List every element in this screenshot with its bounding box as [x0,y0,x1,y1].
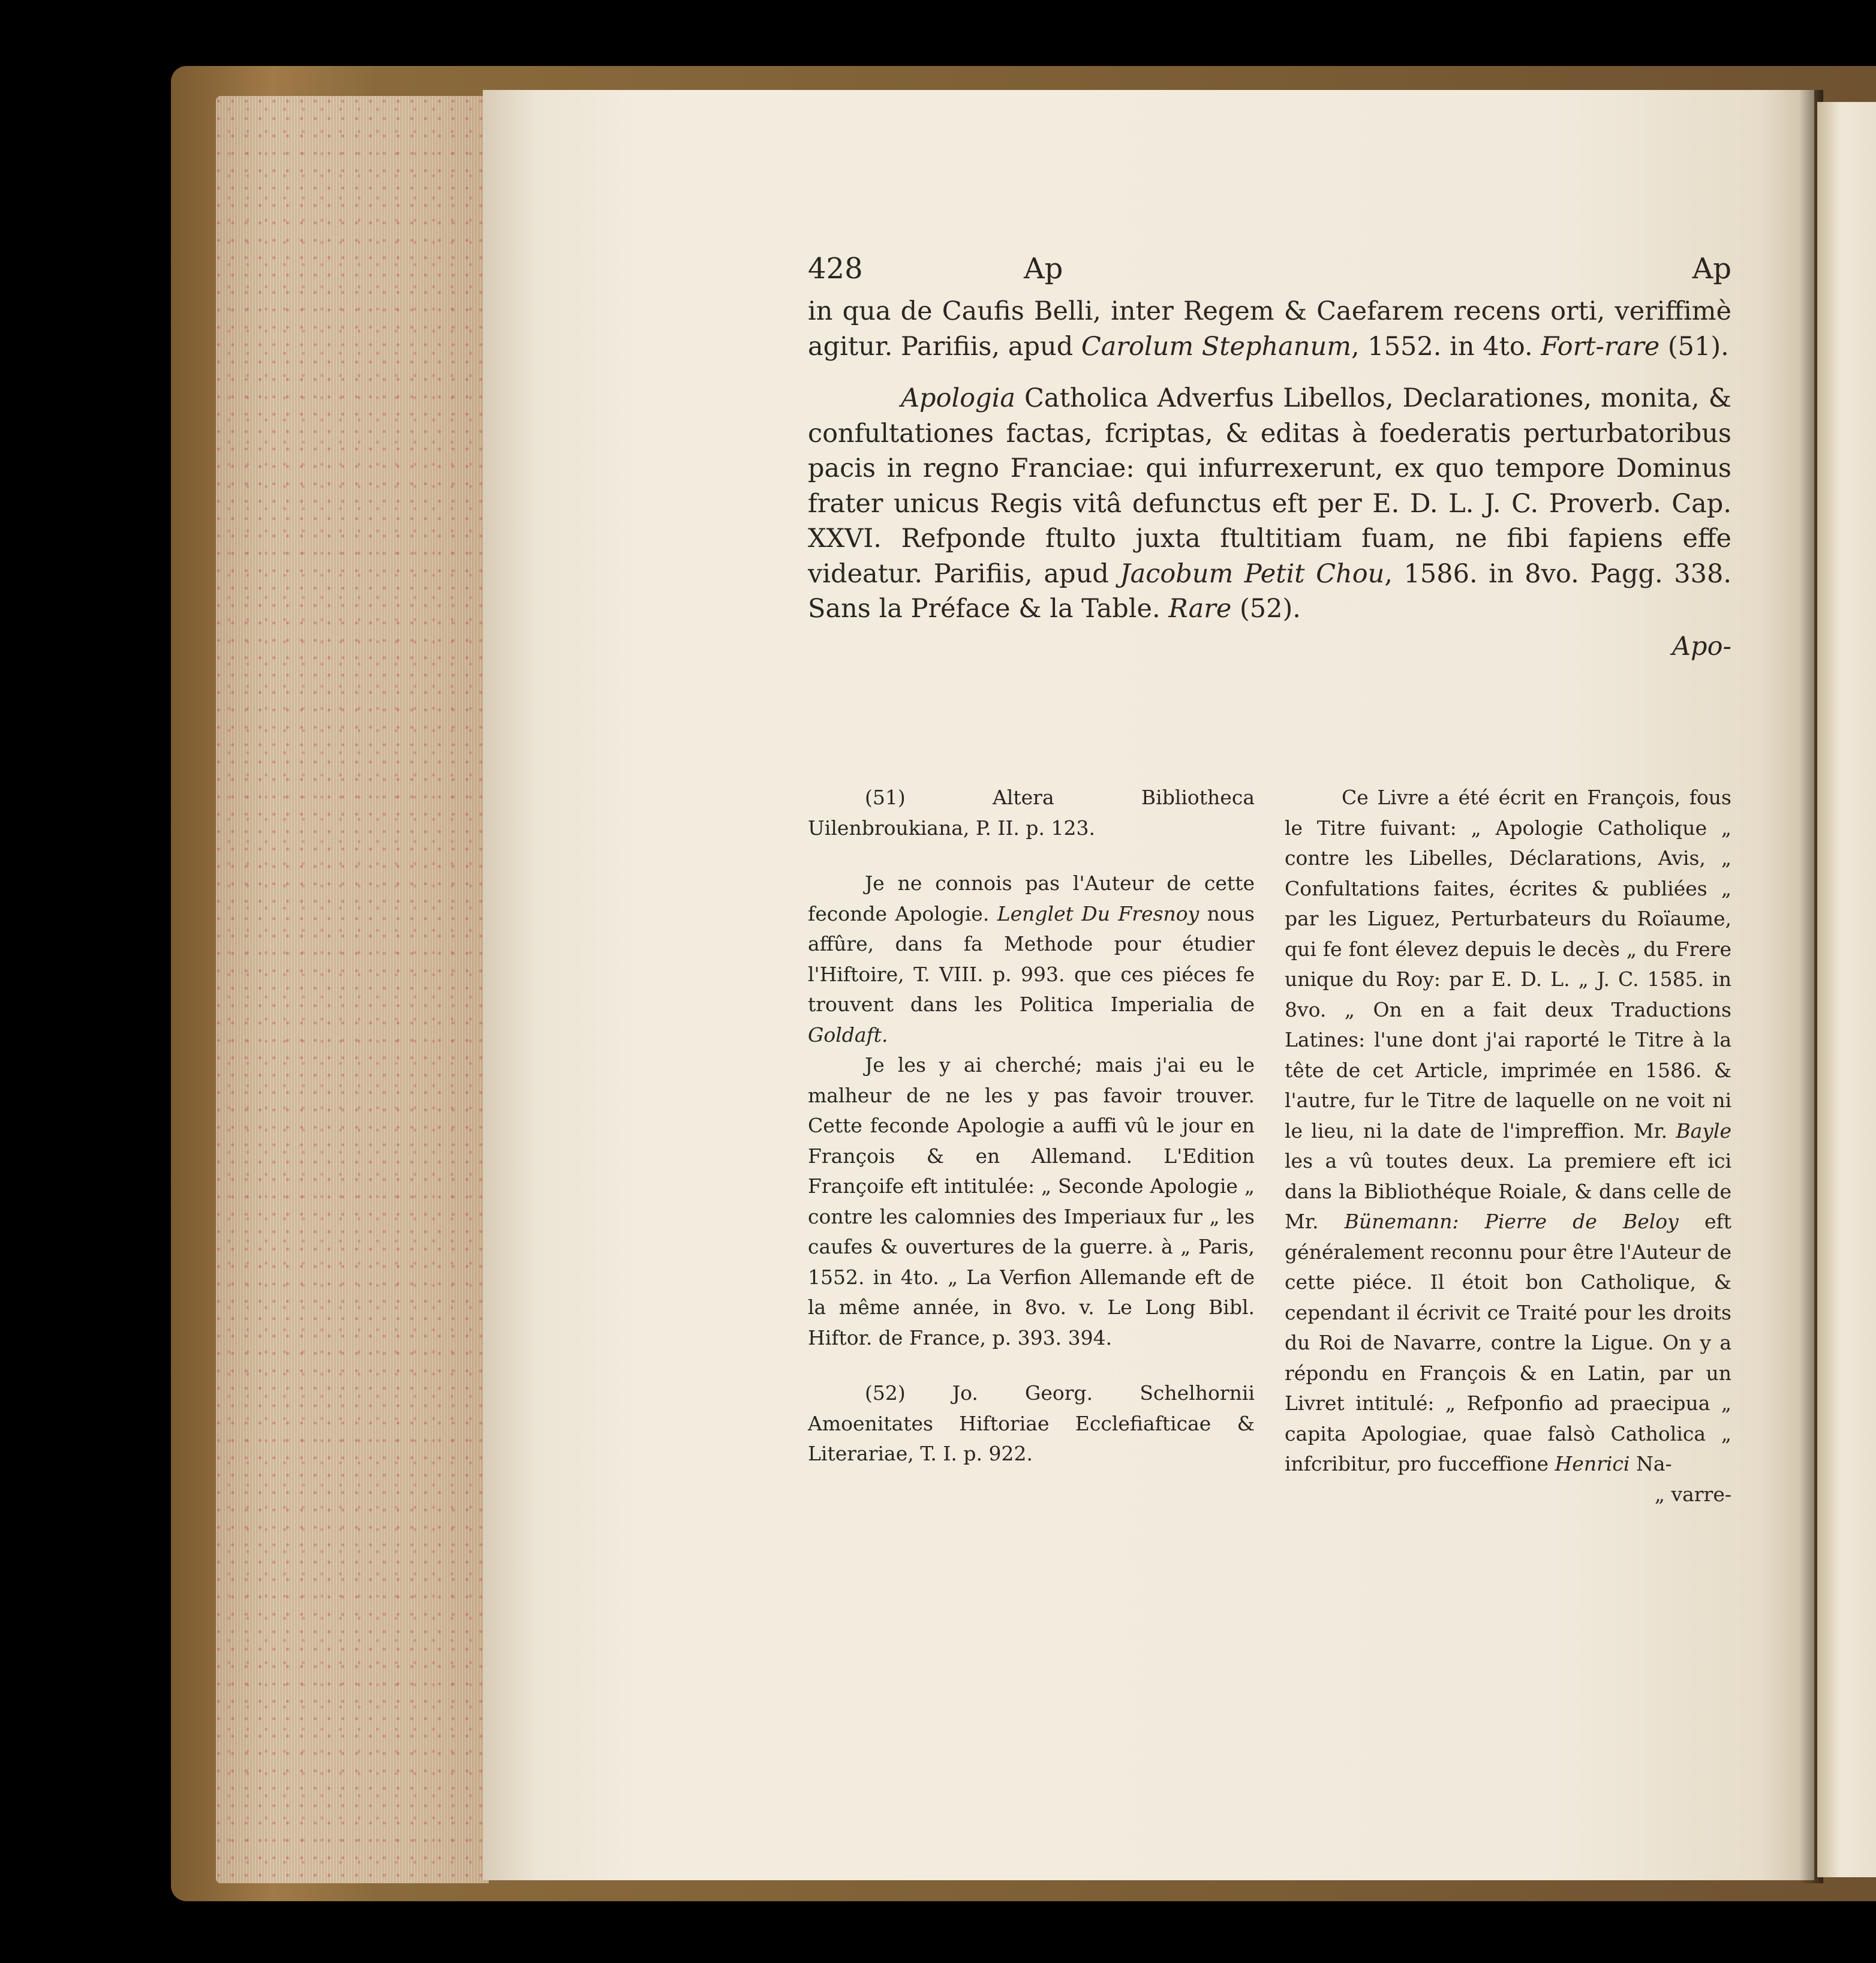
running-head-center: Ap [1024,252,1063,285]
italic-span: Bünemann: [1344,1210,1459,1233]
italic-span: Rare [1168,594,1232,624]
italic-span: Goldaft. [808,1023,888,1047]
body-paragraph-entry: Apologia Catholica Adverfus Libellos, Declarationes, monita, & confultationes factas, fcriptas, & editas à foederatis perturbatoribus pacis in regno Franciae: qui infurrexerunt, ex quo tempore Dominus frater unicus Regis vitâ defunctus eft per E. D. L. J. C. Proverb. Cap. XXVI. Refponde ftulto juxta ftultitiam fuam, ne fibi fapiens effe videatur. Parifiis, apud Jacobum Petit Chou, 1586. in 8vo. Pagg. 338. Sans la Préface & la Table. Rare (52). [808,383,1731,624]
running-head-right: Ap [1692,252,1731,285]
footnote-paragraph: Je les y ai cherché; mais j'ai eu le malheur de ne les y pas favoir trouver. Cette feconde Apologie a auffi vû le jour en François & en Allemand. L'Edition Françoife eft intitulée: „ Seconde Apologie „ contre les calomnies des Imperiaux fur „ les caufes & ouvertures de la guerre. à „ Paris, 1552. in 4to. „ La Verfion Allemande eft de la même année, in 8vo. v. Le Long Bibl. Hiftor. de France, p. 393. 394. [808,1053,1255,1349]
italic-span: Apologia [901,383,1016,413]
footnotes-right-column [1285,783,1731,1510]
footnote-paragraph: Je ne connois pas l'Auteur de cette feconde Apologie. Lenglet Du Fresnoy nous affûre, dans fa Methode pour étudier l'Hiftoire, T. VIII. p. 993. que ces piéces fe trouvent dans les Politica Imperialia de Goldaft. [808,871,1255,1047]
footnotes [808,783,1731,1510]
italic-span: Pierre de Beloy [1484,1210,1679,1233]
main-text [808,294,1731,627]
footnote-51: (51) Altera Bibliotheca Uilenbroukiana, P. II. p. 123. [808,786,1255,840]
facing-page-edge [1817,102,1876,1877]
page-edges [216,96,489,1883]
page-number: 428 [808,252,863,285]
italic-span: Fort-rare [1541,331,1660,362]
running-head [808,252,1731,294]
italic-span: Jacobum Petit Chou [1120,558,1385,589]
italic-span: Henrici [1555,1452,1630,1475]
italic-span: Bayle [1676,1119,1731,1143]
footnote-52: (52) Jo. Georg. Schelhornii Amoenitates Hiftoriae Ecclefiafticae & Literariae, T. I. p. 922. [808,1381,1255,1465]
footnote-paragraph: Ce Livre a été écrit en François, fous le Titre fuivant: „ Apologie Catholique „ contre les Libelles, Déclarations, Avis, „ Confultations faites, écrites & publiées „ par les Liguez, Perturbateurs du Roïaume, qui fe font élevez depuis le decès „ du Frere unique du Roy: par E. D. L. „ J. C. 1585. in 8vo. „ On en a fait deux Traductions Latines: l'une dont j'ai raporté le Titre à la tête de cet Article, imprimée en 1586. & l'autre, fur le Titre de laquelle on ne voit ni le lieu, ni la date de l'impreffion. Mr. Bayle les a vû toutes deux. La premiere eft ici dans la Bibliothéque Roiale, & dans celle de Mr. Bünemann: Pierre de Beloy eft généralement reconnu pour être l'Auteur de cette piéce. Il étoit bon Catholique, & cependant il écrivit ce Traité pour les droits du Roi de Navarre, contre la Ligue. On y a répondu en François & en Latin, par un Livret intitulé: „ Refponfio ad praecipua „ capita Apologiae, quae falsò Catholica „ infcribitur, pro fucceffione Henrici Na- [1285,786,1731,1475]
italic-span: Carolum Stephanum [1081,331,1351,362]
footnotes-left-column [808,783,1255,1510]
body-paragraph: in qua de Caufis Belli, inter Regem & Caefarem recens orti, veriffimè agitur. Parifiis, apud Carolum Stephanum, 1552. in 4to. Fort-rare (51). [808,296,1731,362]
main-text-block [808,252,1731,662]
footnote-catchword: „ varre- [1654,1482,1731,1506]
italic-span: Lenglet Du Fresnoy [997,901,1199,925]
catchword: Apo- [1672,631,1731,662]
